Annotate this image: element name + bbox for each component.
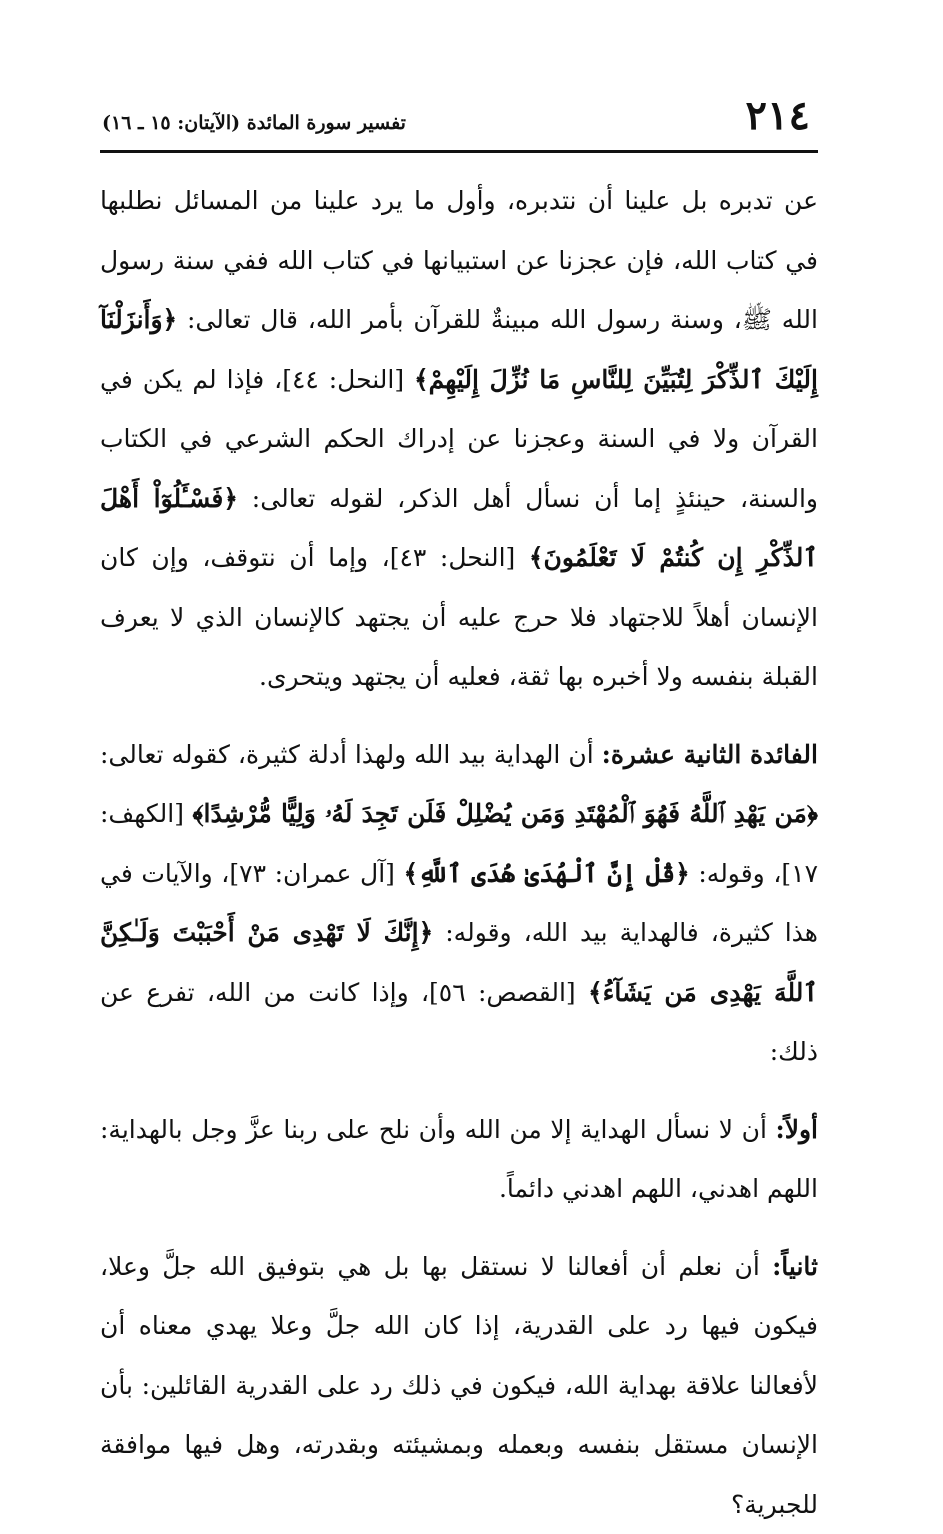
paragraph-text: [الكهف: ١٧]، وقوله: [100,799,818,888]
running-title: تفسير سورة المائدة (الآيتان: ١٥ ـ ١٦) [102,112,406,134]
page-body [100,171,818,1534]
paragraph-first [100,1100,818,1219]
section-heading: الفائدة الثانية عشرة: [602,740,818,769]
quran-verse: ﴿إِنَّكَ لَا تَهْدِى مَنْ أَحْبَبْتَ وَلَـٰكِنَّ ٱللَّهَ يَهْدِى مَن يَشَآءُ﴾ [100,918,818,1007]
paragraph-text: [النحل: ٤٤]، فإذا لم يكن في القرآن ولا في السنة وعجزنا عن إدراك الحكم الشرعي في الكتاب والسنة، حينئذٍ إما أن نسأل أهل الذكر، لقوله تعالى: [100,365,818,513]
paragraph-text: أن الهداية بيد الله ولهذا أدلة كثيرة، كقوله تعالى: [100,740,602,769]
quran-verse: ﴿مَن يَهْدِ ٱللَّهُ فَهُوَ ٱلْمُهْتَدِ وَمَن يُضْلِلْ فَلَن تَجِدَ لَهُۥ وَلِيًّا مُّرْشِدًا﴾ [192,799,818,828]
book-page [100,88,818,1534]
paragraph-text: أن لا نسأل الهداية إلا من الله وأن نلح على ربنا عزَّ وجل بالهداية: اللهم اهدني، اللهم اهدني دائماً. [100,1115,818,1204]
paragraph-benefit-twelve [100,725,818,1082]
quran-verse: ﴿قُلْ إِنَّ ٱلْهُدَىٰ هُدَى ٱللَّهِ﴾ [403,859,689,888]
point-label: ثانياً: [772,1252,818,1281]
paragraph-text: أن نعلم أن أفعالنا لا نستقل بها بل هي بتوفيق الله جلَّ وعلا، فيكون فيها رد على القدرية، إذا كان الله جلَّ وعلا يهدي معناه أن لأفعالنا علاقة بهداية الله، فيكون في ذلك رد على القدرية القائلين: بأن الإنسان مستقل بنفسه وبعمله وبمشيئته وبقدرته، وهل فيها موافقة للجبرية؟ [100,1252,818,1519]
page-number: ٢١٤ [746,96,810,136]
paragraph-text: [القصص: ٥٦]، وإذا كانت من الله، تفرع عن ذلك: [100,978,818,1067]
point-label: أولاً: [775,1115,818,1144]
paragraph-text: [آل عمران: ٧٣]، والآيات في هذا كثيرة، فالهداية بيد الله، وقوله: [100,859,818,948]
paragraph-second [100,1237,818,1534]
page-header [100,88,818,153]
quran-verse: ﴿وَأَنزَلْنَآ إِلَيْكَ ٱلذِّكْرَ لِتُبَيِّنَ لِلنَّاسِ مَا نُزِّلَ إِلَيْهِمْ﴾ [100,305,818,394]
quran-verse: ﴿فَسْـَٔلُوٓاْ أَهْلَ ٱلذِّكْرِ إِن كُنتُمْ لَا تَعْلَمُونَ﴾ [100,484,818,573]
paragraph-ijtihad [100,171,818,707]
paragraph-text: [النحل: ٤٣]، وإما أن نتوقف، وإن كان الإنسان أهلاً للاجتهاد فلا حرج عليه أن يجتهد كالإنسان الذي لا يعرف القبلة بنفسه ولا أخبره بها ثقة، فعليه أن يجتهد ويتحرى. [100,543,818,691]
paragraph-text: عن تدبره بل علينا أن نتدبره، وأول ما يرد علينا من المسائل نطلبها في كتاب الله، فإن عجزنا عن استبيانها في كتاب الله ففي سنة رسول الله ﷺ، وسنة رسول الله مبينةٌ للقرآن بأمر الله، قال تعالى: [100,186,818,334]
